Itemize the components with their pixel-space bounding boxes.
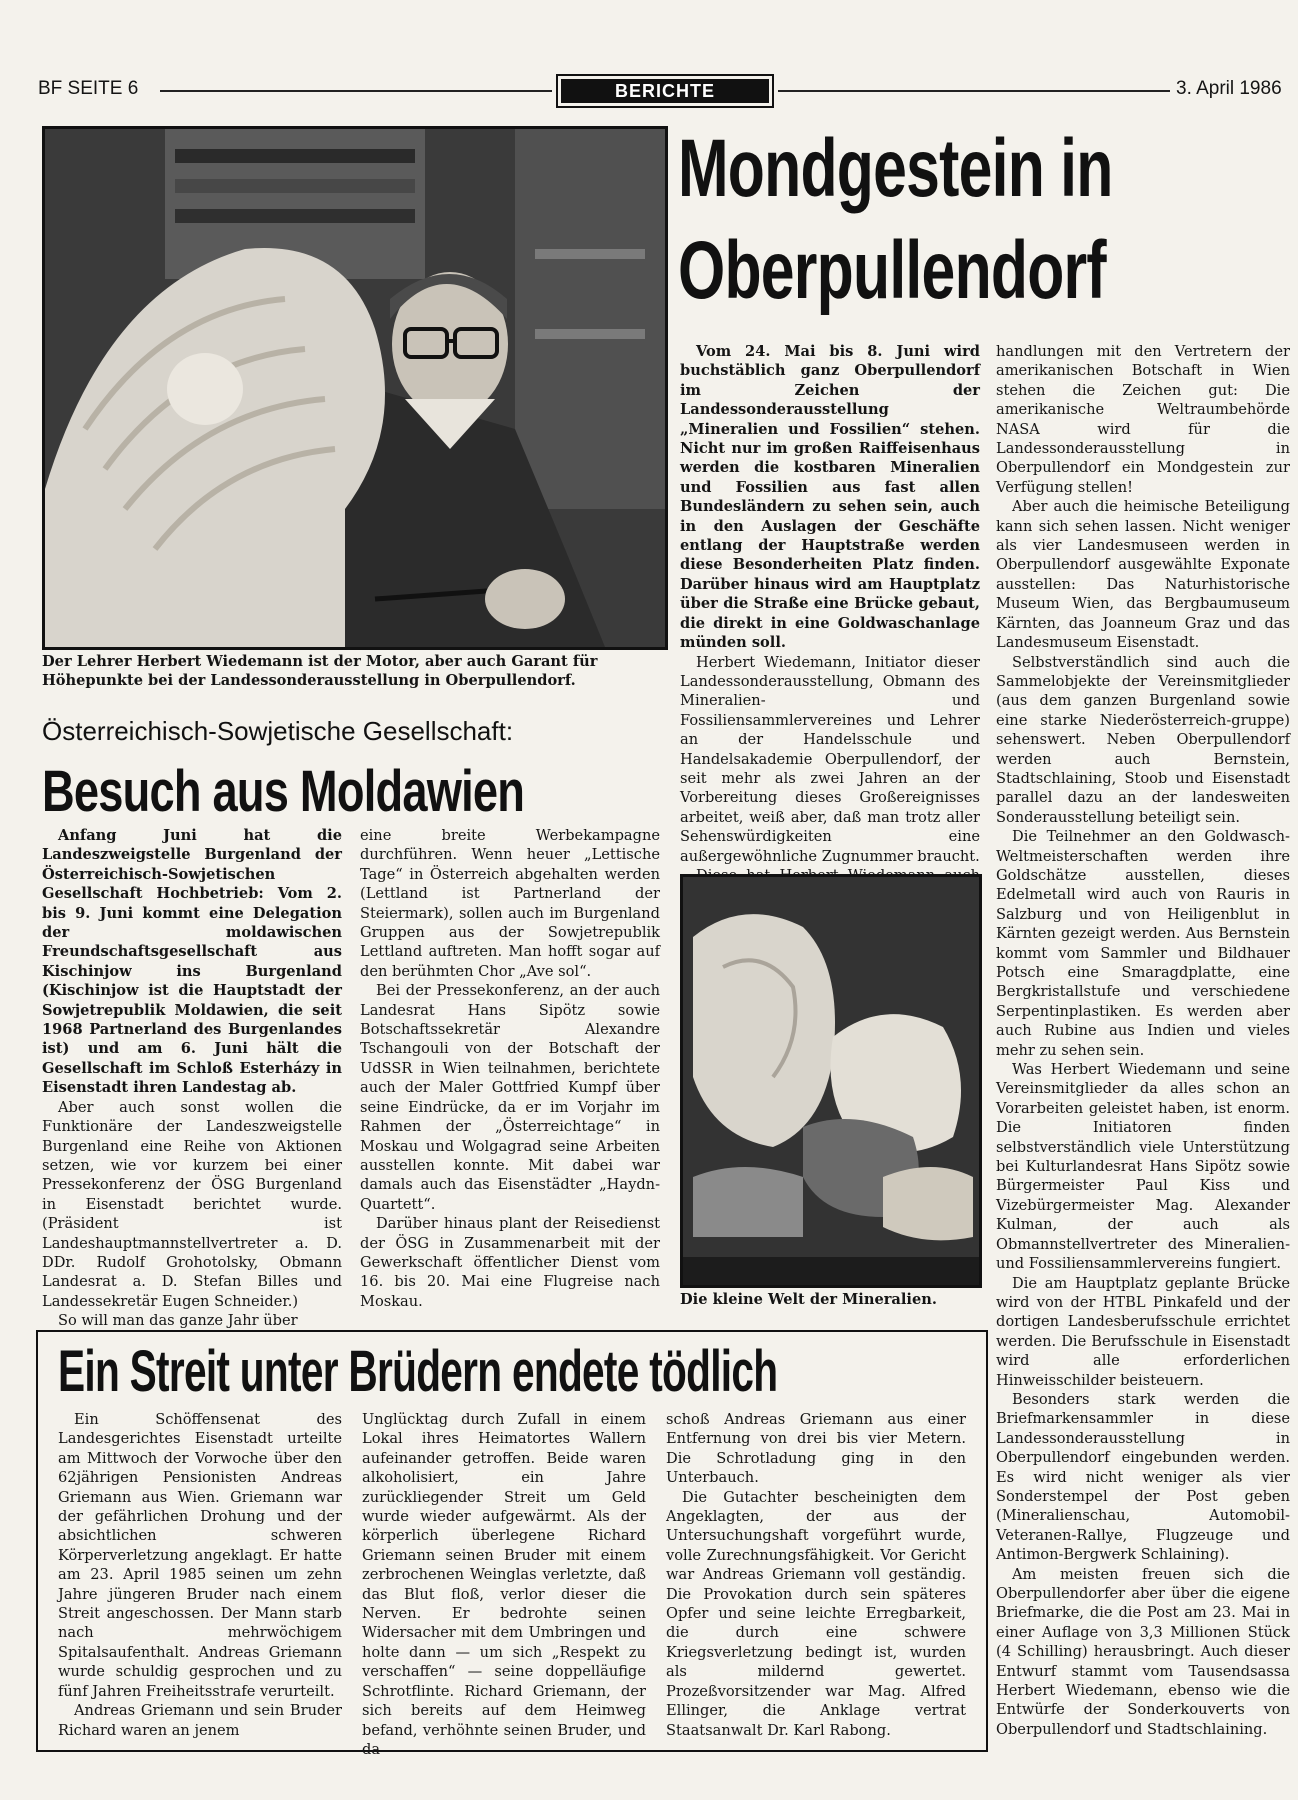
moldawien-column-2 [360, 826, 660, 1308]
teacher-photo-illustration [45, 129, 665, 647]
moldawien-paragraph: Darüber hinaus plant der Reisedienst der ÖSG in Zusammenarbeit mit der Gewerkschaft öffentlicher Dienst vom 16. bis 20. Mai eine Flugreise nach Moskau. [360, 1215, 660, 1310]
minerals-photo-caption: Die kleine Welt der Mineralien. [680, 1291, 937, 1308]
teacher-photo-caption: Der Lehrer Herbert Wiedemann ist der Motor, aber auch Garant für Höhepunkte bei der Landessonderausstellung in Oberpullendorf. [42, 653, 598, 689]
main-article-paragraph: Am meisten freuen sich die Oberpullendorfer aber über die eigene Briefmarke, die die Post am 23. Mai in einer Auflage von 3,3 Millionen Stück (4 Schilling) herausbringt. Auch dieser Entwurf stammt vom Tausendsassa Herbert Wiedemann, ebenso wie die Entwürfe der Sonderkouverts von Oberpullendorf und Stadtschlaining. [996, 1565, 1290, 1738]
main-article-paragraph: Vom 24. Mai bis 8. Juni wird buchstäblich ganz Oberpullendorf im Zeichen der Landessonderausstellung „Mineralien und Fossilien“ stehen. Nicht nur im großen Raiffeisenhaus werden die kostbaren Mineralien und Fossilien aus fast allen Bundesländern zu sehen sein, auch in den Auslagen der Geschäfte entlang der Hauptstraße werden diese Besonderheiten Platz finden. Darüber hinaus wird am Hauptplatz über die Straße eine Brücke gebaut, die direkt in eine Goldwaschanlage münden soll. [680, 343, 980, 652]
main-article-paragraph: handlungen mit den Vertretern der amerikanischen Botschaft in Wien stehen die Zeichen gut: Die amerikanische Weltraumbehörde NASA wird für die Landessonderausstellung in Oberpullendorf ein Mondgestein zur Verfügung stellen! [996, 343, 1290, 496]
section-label [556, 74, 774, 108]
main-article-paragraph: Herbert Wiedemann, Initiator dieser Landessonderausstellung, Obmann des Mineralien- und Fossiliensammlervereines und Lehrer an der Handelsschule und Handelsakademie Oberpullendorf, der seit mehr als zwei Jahren an der Vorbereitung dieses Großereignisses arbeitet, weiß aber, daß man trotz aller Sehenswürdigkeiten eine außergewöhnliche Zugnummer braucht. [680, 653, 980, 865]
main-article-paragraph: Was Herbert Wiedemann und seine Vereinsmitglieder da alles schon an Vorarbeiten geleistet haben, ist enorm. Die Initiatoren finden selbstverständlich viele Unterstützung bei Kulturlandesrat Hans Sipötz sowie Bürgermeister Paul Kiss und Vizebürgermeister Mag. Alexander Kulman, der auch als Obmannstellvertreter des Mineralien- und Fossiliensammlervereins fungiert. [996, 1061, 1290, 1273]
masthead-rule-right [778, 90, 1170, 92]
main-article-paragraph: Besonders stark werden die Briefmarkensammler in diese Landessonderausstellung in Oberpullendorf eingebunden werden. Es wird nicht weniger als vier Sonderstempel der Post geben (Mineralienschau, Automobil-Veteranen-Rallye, Flugzeuge und Antimon-Bergwerk Schlaining). [996, 1390, 1290, 1564]
teacher-photo [42, 126, 668, 650]
streit-paragraph: Die Gutachter bescheinigten dem Angeklagten, der aus der Untersuchungshaft vorgeführt wurde, volle Zurechnungsfähigkeit. Vor Gericht war Andreas Griemann voll geständig. Die Provokation durch sein späteres Opfer und seine leichte Erregbarkeit, die durch eine schwere Kriegsverletzung bedingt ist, wurden als mildernd gewertet. Prozeßvorsitzender war Mag. Alfred Ellinger, die Anklage vertrat Staatsanwalt Dr. Karl Rabong. [666, 1488, 966, 1739]
moldawien-paragraph: So will man das ganze Jahr über [58, 1312, 298, 1330]
issue-date: 3. April 1986 [1176, 78, 1282, 99]
main-article-paragraph: Die Teilnehmer an den Goldwasch-Weltmeisterschaften werden ihre Goldschätze ausstellen, dieses Edelmetall wird auch von Rauris in Salzburg und von Heiligenblut in Kärnten gezeigt werden. Aus Bernstein kommt vom Sammler und Bildhauer Potsch eine Smaragdplatte, eine Bergkristallstufe und verschiedene Serpentinplastiken. Es werden aber auch Rubine aus Indien und vieles mehr zu sehen sein. [996, 828, 1290, 1059]
streit-paragraph: Ein Schöffensenat des Landesgerichtes Eisenstadt urteilte am Mittwoch der Vorwoche über den 62jährigen Pensionisten Andreas Griemann aus Wien. Griemann war der gefährlichen Drohung und der absichtlichen schweren Körperverletzung angeklagt. Er hatte am 23. April 1985 seinen um zehn Jahre jüngeren Bruder nach einem Streit angeschossen. Der Mann starb nach mehrwöchigem Spitalsaufenthalt. Andreas Griemann wurde schuldig gesprochen und zu fünf Jahren Freiheitsstrafe verurteilt. [58, 1411, 342, 1700]
streit-headline: Ein Streit unter Brüdern endete tödlich [58, 1339, 778, 1404]
streit-paragraph: schoß Andreas Griemann aus einer Entfernung von drei bis vier Metern. Die Schrotladung ging in den Unterbauch. [666, 1411, 966, 1487]
moldawien-column-1 [42, 826, 342, 1330]
minerals-photo-illustration [683, 877, 979, 1285]
moldawien-headline: Besuch aus Moldawien [42, 759, 525, 824]
streit-column-2 [362, 1410, 646, 1758]
main-headline-line2: Oberpullendorf [678, 225, 1106, 316]
masthead-rule-left [160, 90, 552, 92]
main-article-paragraph: Selbstverständlich sind auch die Sammelobjekte der Vereinsmitglieder (aus dem ganzen Burgenland sowie eine starke Niederösterreich-gruppe) sehenswert. Neben Oberpullendorf werden auch Bernstein, Stadtschlaining, Stoob und Eisenstadt parallel dazu an der landesweiten Sonderausstellung beteiligt sein. [996, 653, 1290, 826]
page-number: BF SEITE 6 [38, 78, 139, 99]
minerals-photo [680, 874, 982, 1288]
streit-paragraph: Unglücktag durch Zufall in einem Lokal ihres Heimatortes Wallern aufeinander getroffen. Beide waren alkoholisiert, ein Jahre zurückliegender Streit um Geld wurde wieder aufgewärmt. Als der körperlich überlegene Richard Griemann seinen Bruder mit einem zerbrochenen Weinglas verletzte, daß das Blut floß, verlor dieser die Nerven. Er bedrohte seinen Widersacher mit dem Umbringen und holte dann — um sich „Respekt zu verschaffen“ — seine doppelläufige Schrotflinte. Richard Griemann, der sich bereits auf dem Heimweg befand, verhöhnte seinen Bruder, und da [362, 1411, 646, 1758]
section-label-text: BERICHTE [561, 79, 769, 103]
moldawien-paragraph: Aber auch sonst wollen die Funktionäre der Landeszweigstelle Burgenland eine Reihe von Aktionen setzen, wie vor kurzem bei einer Pressekonferenz der ÖSG Burgenland in Eisenstadt berichtet wurde. (Präsident ist Landeshauptmannstellvertreter a. D. DDr. Rudolf Grohotolsky, Obmann Landesrat a. D. Stefan Billes und Landessekretär Eugen Schneider.) [42, 1098, 342, 1310]
streit-paragraph: Andreas Griemann und sein Bruder Richard waren an jenem [58, 1702, 342, 1739]
streit-column-3 [666, 1410, 966, 1740]
main-article-column-1 [680, 342, 980, 865]
moldawien-paragraph: eine breite Werbekampagne durchführen. Wenn heuer „Lettische Tage“ in Österreich abgehalten werden (Lettland ist Partnerland der Steiermark), sollen auch im Burgenland Gruppen aus der Sowjetrepublik Lettland auftreten. Man hofft sogar auf den berühmten Chor „Ave sol“. [360, 827, 660, 980]
main-article-column-2 [996, 342, 1290, 1760]
main-article-paragraph: Aber auch die heimische Beteiligung kann sich sehen lassen. Nicht weniger als vier Landesmuseen werden in Oberpullendorf ausgewählte Exponate ausstellen: Das Naturhistorische Museum Wien, das Bergbaumuseum Kärnten, das Joanneum Graz und das Landesmuseum Eisenstadt. [996, 498, 1290, 652]
main-headline-line1: Mondgestein in [678, 123, 1113, 214]
moldawien-paragraph: Anfang Juni hat die Landeszweigstelle Burgenland der Österreichisch-Sowjetischen Gesellschaft Hochbetrieb: Vom 2. bis 9. Juni kommt eine Delegation der moldawischen Freundschaftsgesellschaft aus Kischinjow ins Burgenland (Kischinjow ist die Hauptstadt der Sowjetrepublik Moldawien, die seit 1968 Partnerland des Burgenlandes ist) und am 6. Juni hält die Gesellschaft im Schloß Esterházy in Eisenstadt ihren Landestag ab. [42, 827, 342, 1097]
moldawien-kicker: Österreichisch-Sowjetische Gesellschaft: [42, 716, 514, 746]
streit-column-1 [58, 1410, 342, 1740]
main-article-paragraph: Die am Hauptplatz geplante Brücke wird von der HTBL Pinkafeld und der dortigen Landesberufsschule errichtet werden. Die Berufsschule in Eisenstadt wird alle erforderlichen Hinweisschilder beisteuern. [996, 1274, 1290, 1389]
moldawien-paragraph: Bei der Pressekonferenz, an der auch Landesrat Hans Sipötz sowie Botschaftssekretär Alexandre Tschangouli von der Botschaft der UdSSR in Wien teilnahmen, berichtete auch der Maler Gottfried Kumpf über seine Eindrücke, da er im Vorjahr im Rahmen der „Österreichtage“ in Moskau und Wolgagrad seine Arbeiten ausstellen konnte. Mit dabei war damals auch das Eisenstädter „Haydn-Quartett“. [360, 982, 660, 1213]
